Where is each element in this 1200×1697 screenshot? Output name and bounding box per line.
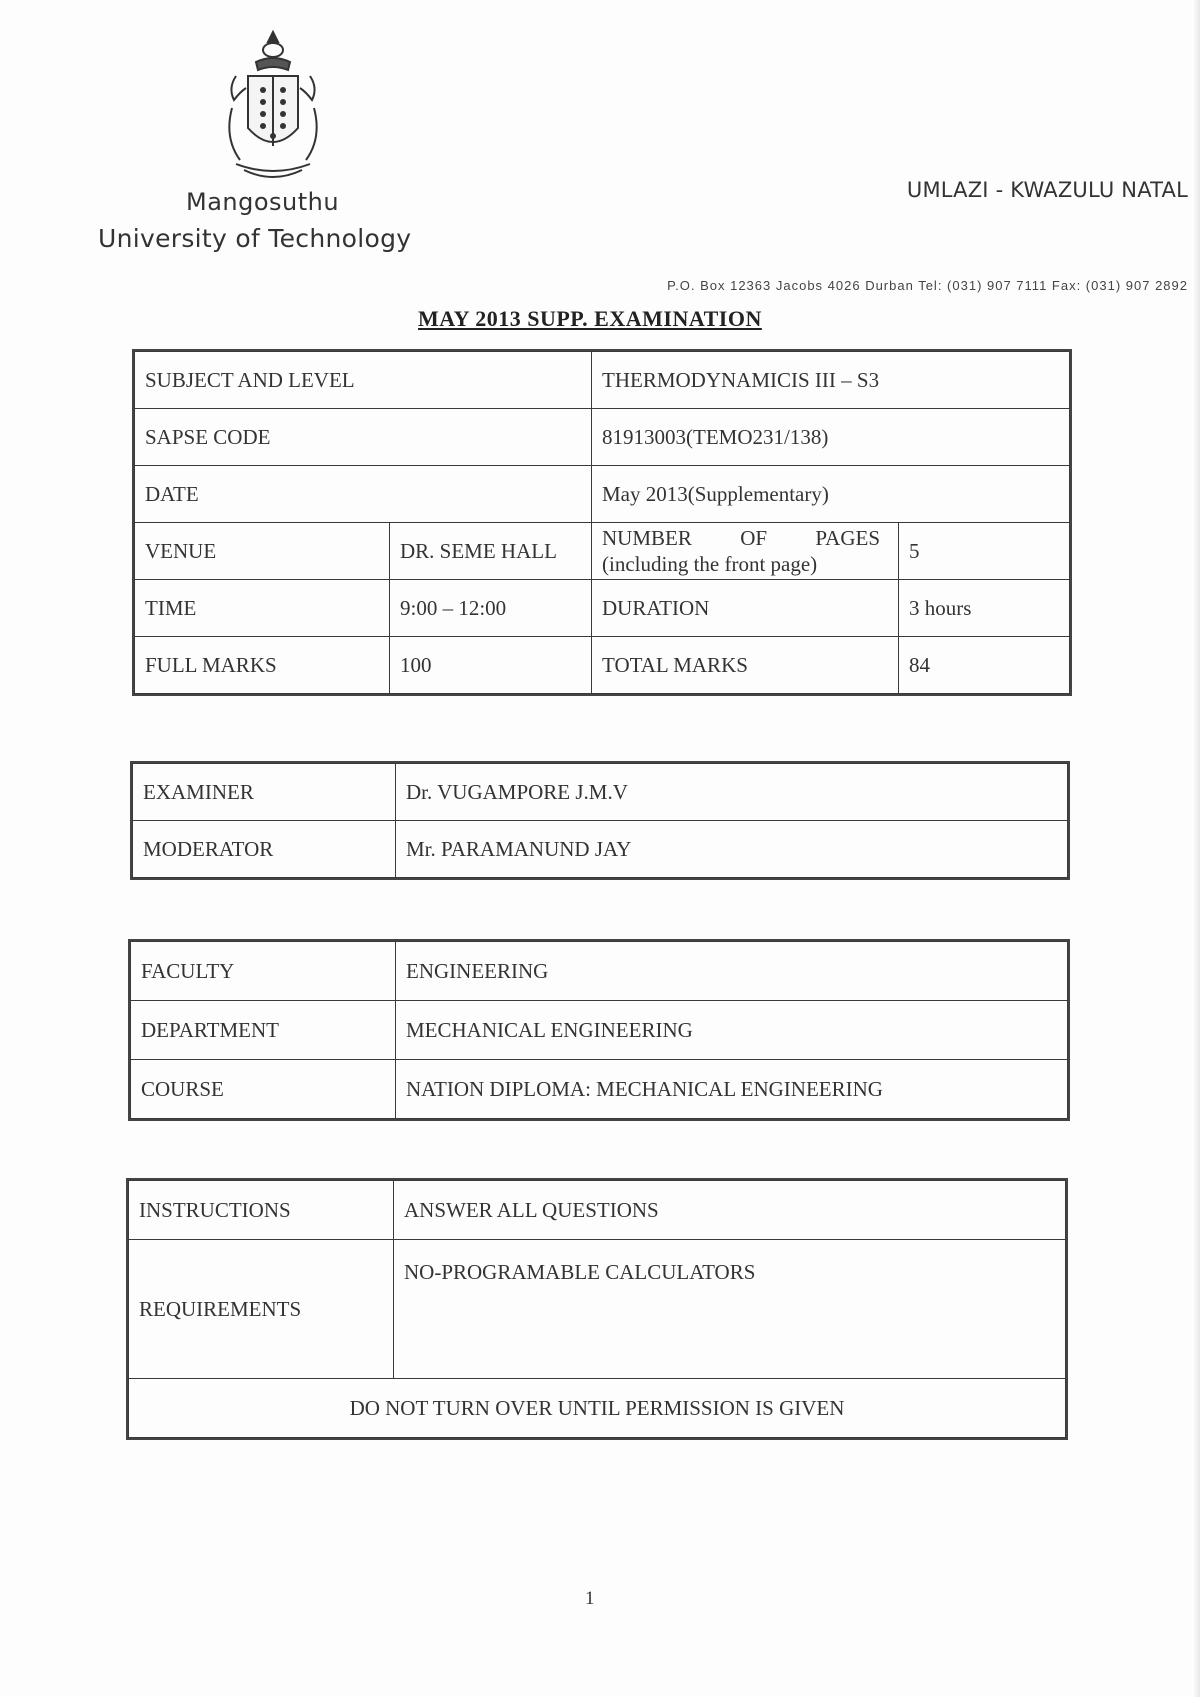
time-label: TIME: [135, 580, 390, 637]
pages-label-word3: PAGES: [815, 526, 880, 550]
scan-edge-shadow: [1192, 0, 1200, 1697]
university-name-line1: Mangosuthu: [186, 188, 340, 216]
duration-label: DURATION: [592, 580, 899, 637]
department-value: MECHANICAL ENGINEERING: [396, 1001, 1068, 1060]
notice-text: DO NOT TURN OVER UNTIL PERMISSION IS GIVEN: [129, 1379, 1066, 1438]
total-marks-label: TOTAL MARKS: [592, 637, 899, 694]
faculty-label: FACULTY: [131, 942, 396, 1001]
table-row: [133, 764, 1068, 821]
moderator-value: Mr. PARAMANUND JAY: [396, 821, 1068, 878]
requirements-label: REQUIREMENTS: [129, 1240, 394, 1379]
instructions-table: [128, 1180, 1066, 1438]
faculty-value: ENGINEERING: [396, 942, 1068, 1001]
table-row: [129, 1181, 1066, 1240]
date-label: DATE: [135, 466, 592, 523]
examiner-label: EXAMINER: [133, 764, 396, 821]
staff-table: [132, 763, 1068, 878]
examiner-value: Dr. VUGAMPORE J.M.V: [396, 764, 1068, 821]
subject-value: THERMODYNAMICIS III – S3: [592, 352, 1070, 409]
venue-label: VENUE: [135, 523, 390, 580]
exam-title: MAY 2013 SUPP. EXAMINATION: [418, 306, 762, 331]
pages-label-note: (including the front page): [602, 552, 818, 576]
total-marks-value: 84: [899, 637, 1070, 694]
sapse-code-value: 81913003(TEMO231/138): [592, 409, 1070, 466]
department-label: DEPARTMENT: [131, 1001, 396, 1060]
table-row: [135, 352, 1070, 409]
requirements-value: NO-PROGRAMABLE CALCULATORS: [394, 1240, 1066, 1379]
table-row: [131, 1060, 1068, 1119]
full-marks-value: 100: [390, 637, 592, 694]
sapse-code-label: SAPSE CODE: [135, 409, 592, 466]
time-value: 9:00 – 12:00: [390, 580, 592, 637]
table-row: [131, 1001, 1068, 1060]
faculty-table: [130, 941, 1068, 1119]
duration-value: 3 hours: [899, 580, 1070, 637]
course-value: NATION DIPLOMA: MECHANICAL ENGINEERING: [396, 1060, 1068, 1119]
university-name-line2: University of Technology: [98, 224, 412, 253]
table-row: [129, 1379, 1066, 1438]
instructions-value: ANSWER ALL QUESTIONS: [394, 1181, 1066, 1240]
instructions-label: INSTRUCTIONS: [129, 1181, 394, 1240]
exam-details-table: [134, 351, 1070, 694]
table-row: [135, 580, 1070, 637]
postal-address: P.O. Box 12363 Jacobs 4026 Durban Tel: (031) 907 7111 Fax: (031) 907 2892: [667, 278, 1188, 293]
moderator-label: MODERATOR: [133, 821, 396, 878]
table-row: [133, 821, 1068, 878]
table-row: [135, 523, 1070, 580]
university-crest-icon: [218, 28, 328, 188]
pages-label: [592, 523, 899, 580]
course-label: COURSE: [131, 1060, 396, 1119]
table-row: [135, 409, 1070, 466]
full-marks-label: FULL MARKS: [135, 637, 390, 694]
venue-value: DR. SEME HALL: [390, 523, 592, 580]
pages-value: 5: [899, 523, 1070, 580]
campus-location: UMLAZI - KWAZULU NATAL: [906, 178, 1188, 202]
table-row: [129, 1240, 1066, 1379]
page-number: 1: [585, 1588, 595, 1609]
subject-label: SUBJECT AND LEVEL: [135, 352, 592, 409]
date-value: May 2013(Supplementary): [592, 466, 1070, 523]
table-row: [131, 942, 1068, 1001]
pages-label-word2: OF: [740, 526, 768, 550]
table-row: [135, 466, 1070, 523]
table-row: [135, 637, 1070, 694]
pages-label-word1: NUMBER: [602, 526, 692, 550]
